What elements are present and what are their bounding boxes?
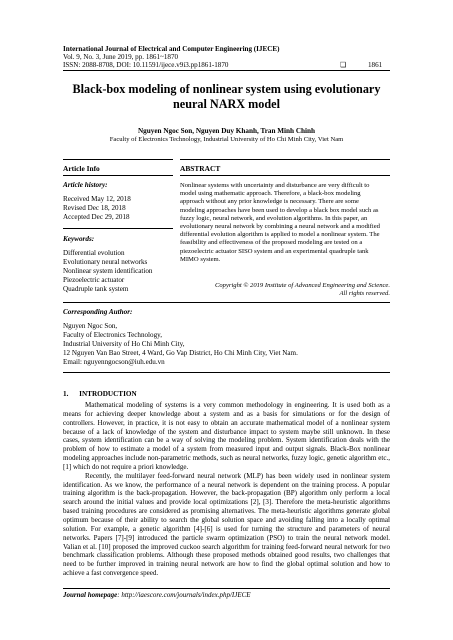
history-heading: Article history: [63,181,108,189]
keyword-item: Piezoelectric actuator [63,275,125,284]
corresponding-line: Faculty of Electronics Technology, [63,330,162,339]
paper-title-line2: neural NARX model [173,97,280,111]
corresponding-heading: Corresponding Author: [63,308,133,316]
footer-rule [63,588,390,589]
history-item: Revised Dec 18, 2018 [63,203,126,212]
paper-title-line1: Black-box modeling of nonlinear system using evolutionary [72,82,381,96]
abstract-line: modeling approaches have been used to develop a black box model such as [180,206,379,214]
corresponding-rule [63,372,390,373]
journal-volume: Vol. 9, No. 3, June 2019, pp. 1861~1870 [63,53,179,61]
section-heading: 1. INTRODUCTION [63,390,137,398]
journal-issn: ISSN: 2088-8708, DOI: 10.11591/ijece.v9i3.pp1861-1870 [63,61,229,69]
abstract-heading: ABSTRACT [180,164,221,173]
article-info-heading: Article Info [63,164,100,173]
abstract-body [180,182,390,264]
info-bottom-rule [63,302,390,303]
abstract-line: piezoelectric actuator SISO system and an experimental quadruple tank [180,247,369,255]
abstract-line: MIMO system. [180,255,221,263]
corresponding-line: Nguyen Ngoc Son, [63,322,118,330]
abstract-line: model using mathematic approach. Therefore, a black-box modeling [180,190,361,198]
history-item: Accepted Dec 29, 2018 [63,212,130,221]
abstract-top-rule [180,159,390,160]
keywords-heading: Keywords: [63,235,95,243]
footer-url[interactable]: : http://iaescore.com/journals/index.php/IJECE [117,591,251,599]
page-number: 1861 [368,61,383,69]
authors: Nguyen Ngoc Son, Nguyen Duy Khanh, Tran Minh Chinh [137,127,316,135]
affiliation: Faculty of Electronics Technology, Industrial University of Ho Chi Minh City, Viet Nam [109,136,344,143]
corresponding-line: Email: nguyenngocson@iuh.edu.vn [63,357,165,366]
corresponding-line: 12 Nguyen Van Bao Street, 4 Ward, Go Vap District, Ho Chi Minh City, Viet Nam. [63,348,298,357]
intro-paragraph-1: Mathematical modeling of systems is a very common methodology in engineering. It is used both as a means for achieving deeper knowledge about a system and as a basis for simulations or for the design of controllers. However, in practice, it is not easy to obtain an accurate mathematical model of a nonlinear system because of a lack of knowledge of the system and disturbance impact to system maybe still unknown. In these cases, system identification can be a way of solving the modeling problem. System identification deals with the problem of how to estimate a model of a system from measured input and output signals. Black-Box nonlinear modeling approaches include non-parametric methods, such as neural networks, fuzzy logic, genetic algorithm etc., [1] which do not require a priori knowledge. [63,401,390,471]
abstract-line: approach without any prior knowledge is necessary. There are some [180,198,359,206]
abstract-line: fuzzy logic, neural network, and evolution algorithms. In this paper, an [180,214,368,222]
copyright-line1: Copyright © 2019 Institute of Advanced Engineering and Science. [214,282,390,289]
header-rule [63,70,390,71]
copyright-line2: All rights reserved. [339,290,390,298]
history-list [63,195,173,222]
square-icon: ❏ [340,61,347,69]
journal-name: International Journal of Electrical and Computer Engineering (IJECE) [63,45,280,53]
intro-body [63,401,390,578]
keyword-item: Evolutionary neural networks [63,257,148,266]
corresponding-line: Industrial University of Ho Chi Minh City, [63,339,185,348]
history-rule [63,228,173,229]
corresponding-block [63,322,390,367]
footer [63,591,251,599]
copyright [180,282,390,298]
info-sub-rule [63,175,173,176]
footer-label: Journal homepage [63,591,118,599]
abstract-line: feasibility and effectiveness of the proposed modeling are tested on a [180,239,363,247]
keywords-list [63,249,178,294]
abstract-line: Nonlinear systems with uncertainty and disturbance are very difficult to [180,182,370,189]
keyword-item: Nonlinear system identification [63,266,153,275]
history-item: Received May 12, 2018 [63,195,131,203]
keyword-item: Differential evolution [63,249,125,257]
abstract-line: differential evolution algorithm is applied to model a nonlinear system. The [180,231,380,239]
keyword-item: Quadruple tank system [63,284,129,293]
abstract-sub-rule [180,175,390,176]
info-top-rule [63,159,173,160]
abstract-line: evolutionary neural network by combining a neural network and a modified [180,223,380,231]
intro-paragraph-2: Recently, the multilayer feed-forward neural network (MLP) has been widely used in nonlinear system identification. As we know, the performance of a neural network is dependent on the training process. A popular training algorithm is the back-propagation. However, the back-propagation (BP) algorithm only perform a local search around the initial values and provide local optimizations [2], [3]. Therefore the meta-heuristic algorithms based training procedures are considered as promising alternatives. The meta-heuristic algorithms generate global optimum because of their ability to search the global solution space and avoiding falling into a locally optimal solution. For example, a genetic algorithm [4]-[6] is used for turning the structure and parameters of neural networks. Papers [7]-[9] introduced the particle swarm optimization (PSO) to train the neural network model. Valian et al. [10] proposed the improved cuckoo search algorithm for training feed-forward neural network for two benchmark classification problems. Although these proposed methods obtained good results, two challenges that need to be further improved in training neural network are how to find the global optimal solution and how to achieve a fast convergence speed. [63,471,390,578]
